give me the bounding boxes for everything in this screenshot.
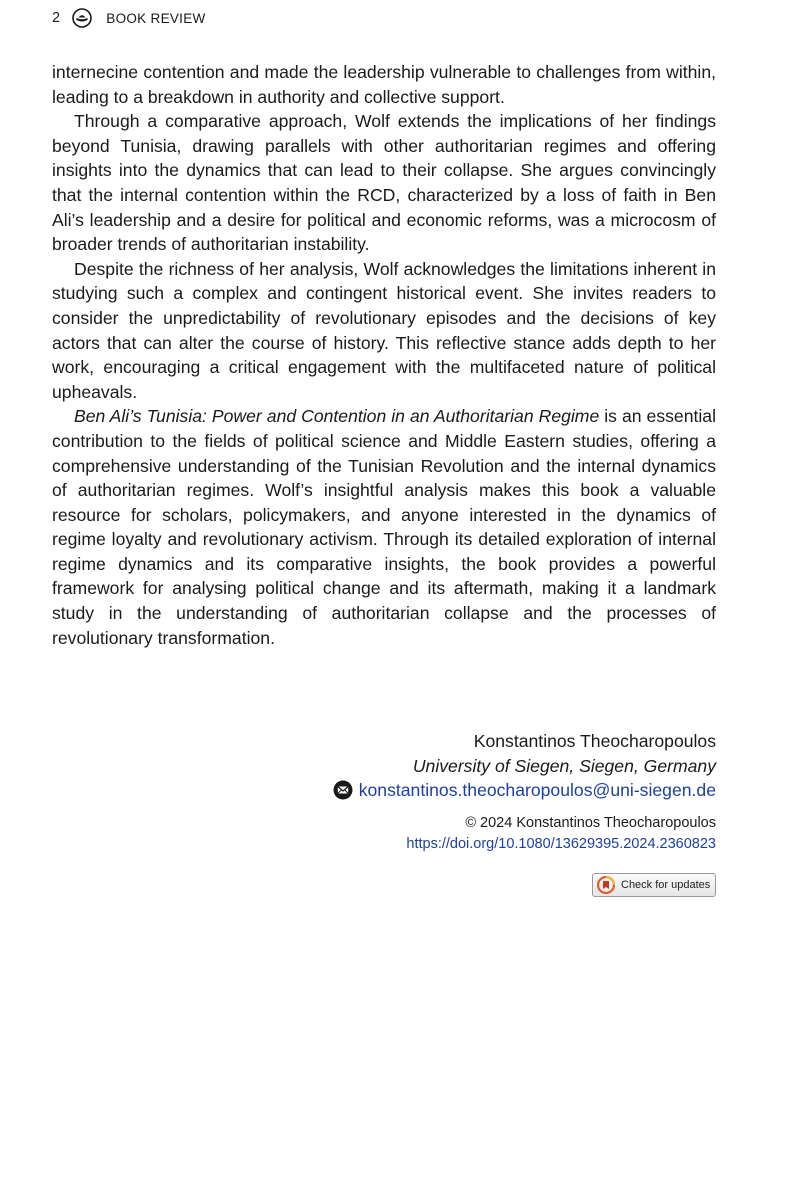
paragraph: Despite the richness of her analysis, Wolf acknowledges the limitations inherent in studying such a complex and contingent historical event. She invites readers to consider the unpredictability of revolutionary episodes and the decisions of key actors that can alter the course of history. This reflective stance adds depth to her work, encouraging a critical engagement with the multifaceted nature of political upheavals. [52, 258, 716, 402]
article-body [52, 60, 716, 650]
reviewer-signature [333, 729, 716, 803]
paragraph: Through a comparative approach, Wolf extends the implications of her findings beyond Tunisia, drawing parallels with other authoritarian regimes and offering insights into the dynamics that can lead to their collapse. She argues convincingly that the internal contention within the RCD, characterized by a loss of faith in Ben Ali’s leadership and a desire for political and economic reforms, was a microcosm of broader trends of authoritarian instability. [52, 111, 716, 255]
running-head [52, 8, 206, 28]
envelope-icon [333, 780, 353, 800]
check-updates-icon [597, 876, 615, 894]
author-affiliation: University of Siegen, Siegen, Germany [412, 755, 716, 776]
copyright-block [406, 813, 716, 855]
book-title: Ben Ali’s Tunisia: Power and Contention in an Authoritarian Regime [74, 406, 600, 427]
paragraph: internecine contention and made the leadership vulnerable to challenges from within, leading to a breakdown in authority and collective support. [52, 62, 716, 107]
publisher-logo-icon [72, 8, 92, 28]
page-number: 2 [52, 10, 61, 26]
copyright-notice: © 2024 Konstantinos Theocharopoulos [465, 815, 716, 831]
author-name: Konstantinos Theocharopoulos [473, 731, 716, 751]
check-for-updates-button[interactable] [592, 873, 716, 897]
paragraph [52, 404, 716, 650]
email-link[interactable]: konstantinos.theocharopoulos@uni-siegen.de [358, 780, 716, 801]
check-updates-label: Check for updates [621, 879, 711, 891]
doi-link[interactable]: https://doi.org/10.1080/13629395.2024.2360823 [406, 836, 716, 852]
paragraph-text: is an essential contribution to the fields of political science and Middle Eastern studies, offering a comprehensive understanding of the Tunisian Revolution and the internal dynamics of authoritarian regimes. Wolf’s insightful analysis makes this book a valuable resource for scholars, policymakers, and anyone interested in the dynamics of regime loyalty and revolutionary activism. Through its detailed exploration of internal regime dynamics and its comparative insights, the book provides a powerful framework for analysing political change and its aftermath, making it a landmark study in the understanding of authoritarian collapse and the processes of revolutionary transformation. [52, 406, 716, 648]
section-label: BOOK REVIEW [106, 10, 206, 26]
email-row [333, 778, 716, 803]
